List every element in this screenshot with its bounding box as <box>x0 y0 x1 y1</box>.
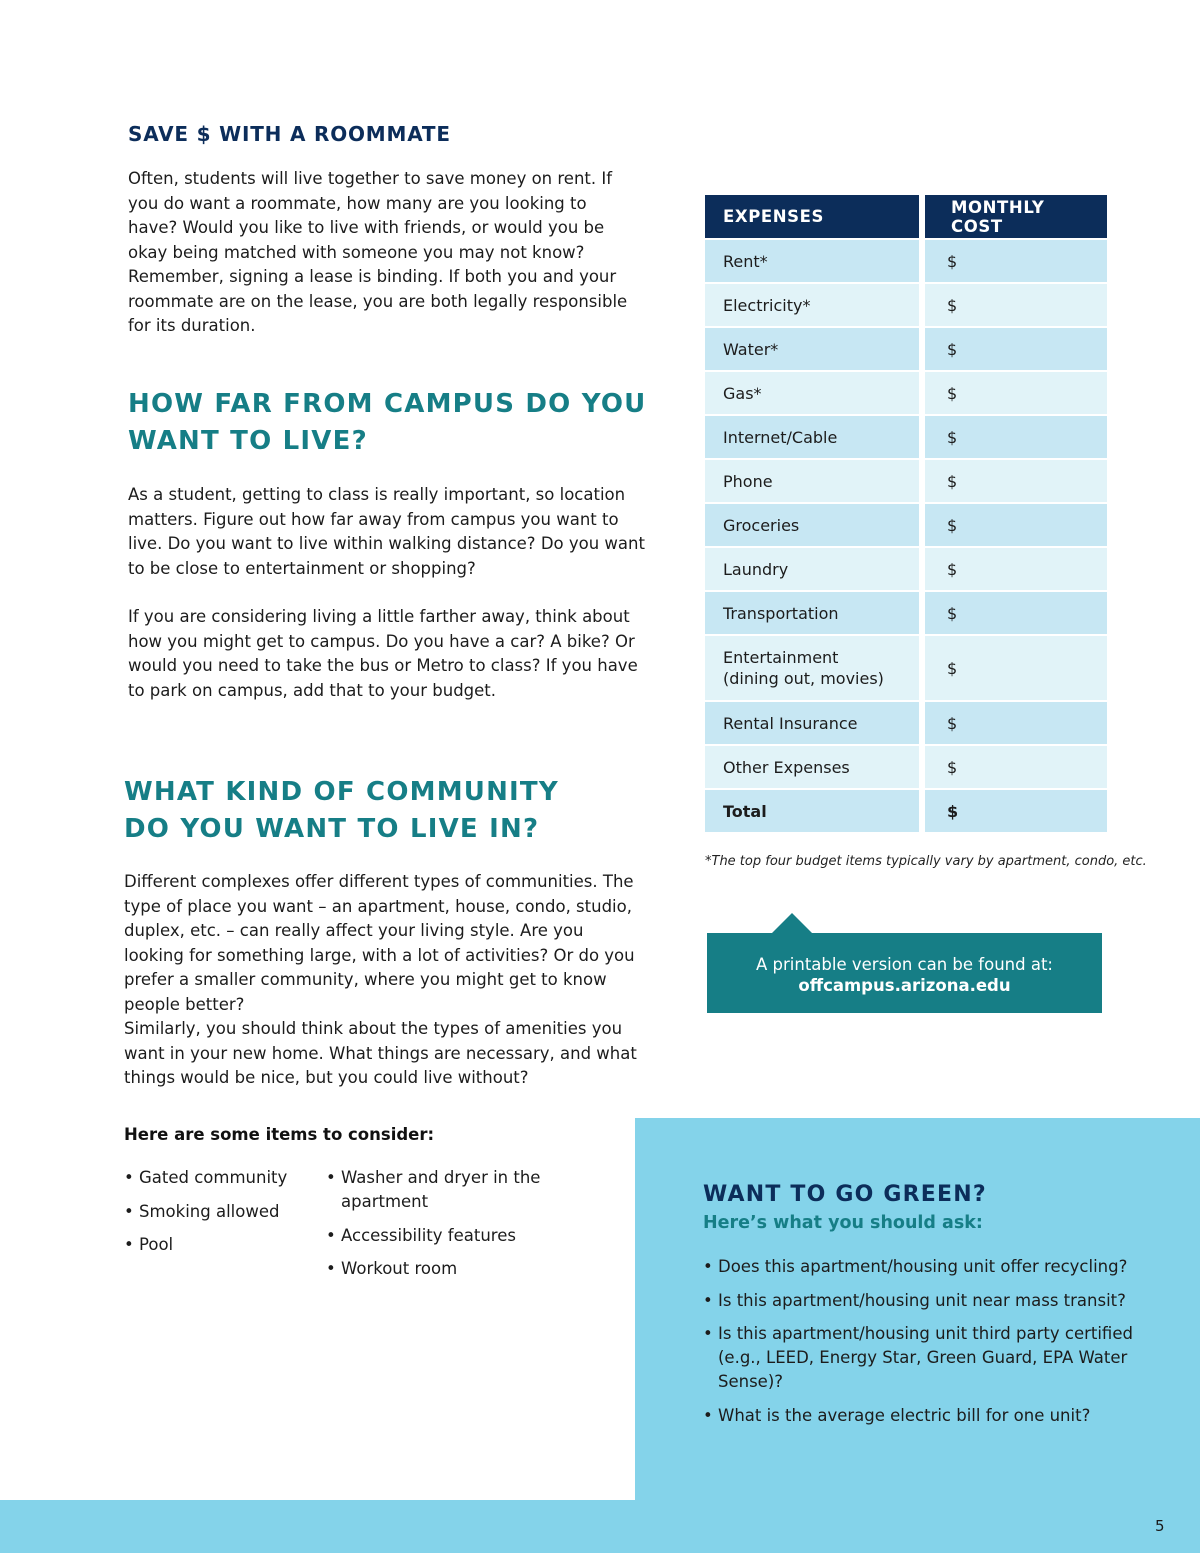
budget-table <box>699 195 1113 834</box>
green-questions-list <box>703 1255 1143 1428</box>
expense-label-line1: Entertainment <box>723 648 839 667</box>
distance-para1: As a student, getting to class is really important, so location matters. Figure out how far away from campus you want to live. Do you want to live within walking distance? Do you want to be close to entertainment or shopping? <box>128 485 645 578</box>
expense-cost: $ <box>925 746 1107 790</box>
page-number: 5 <box>1155 1517 1165 1535</box>
expense-cost: $ <box>925 284 1107 328</box>
community-para1: Different complexes offer different types of communities. The type of place you want – an apartment, house, condo, studio, duplex, etc. – can really affect your living style. Are you looking for something large, with a lot of activities? Or do you prefer a smaller community, where you might get to know people better? <box>124 872 635 1014</box>
list-item: • Does this apartment/housing unit offer recycling? <box>703 1255 1143 1279</box>
expense-label: Electricity* <box>705 284 919 328</box>
table-row <box>705 328 1107 372</box>
expense-label: Transportation <box>705 592 919 636</box>
expense-label: Rent* <box>705 240 919 284</box>
table-row <box>705 746 1107 790</box>
items-list-1 <box>124 1166 314 1257</box>
list-item: • Accessibility features <box>326 1224 626 1248</box>
list-item: • Washer and dryer in the apartment <box>326 1166 626 1214</box>
community-heading <box>124 774 644 848</box>
expense-cost: $ <box>925 416 1107 460</box>
total-label: Total <box>705 790 919 834</box>
expense-cost: $ <box>925 702 1107 746</box>
roommate-body: Often, students will live together to save money on rent. If you do want a roommate, how many are you looking to have? Would you like to live with friends, or would you be okay being matched with someone you may not know? Remember, signing a lease is binding. If both you and your roommate are on the lease, you are both legally responsible for its duration. <box>128 169 628 335</box>
list-item: • Is this apartment/housing unit third party certified (e.g., LEED, Energy Star, Green Guard, EPA Water Sense)? <box>703 1322 1143 1394</box>
expenses-column-header: EXPENSES <box>705 195 919 240</box>
expense-label-line2: (dining out, movies) <box>723 669 884 688</box>
expense-cost: $ <box>925 548 1107 592</box>
distance-heading-line1: HOW FAR FROM CAMPUS DO YOU <box>128 389 647 419</box>
expense-label: Rental Insurance <box>705 702 919 746</box>
expense-label: Groceries <box>705 504 919 548</box>
expense-label: Phone <box>705 460 919 504</box>
list-item: • Workout room <box>326 1257 626 1281</box>
list-item: • What is the average electric bill for one unit? <box>703 1404 1143 1428</box>
callout-pointer <box>771 913 813 934</box>
expense-label: Gas* <box>705 372 919 416</box>
table-row <box>705 284 1107 328</box>
expense-cost: $ <box>925 636 1107 702</box>
expense-cost: $ <box>925 592 1107 636</box>
list-item: • Smoking allowed <box>124 1200 314 1224</box>
table-row <box>705 372 1107 416</box>
printable-text: A printable version can be found at: <box>756 955 1053 974</box>
printable-link[interactable]: offcampus.arizona.edu <box>798 976 1011 995</box>
table-total-row <box>705 790 1107 834</box>
list-item: • Pool <box>124 1233 314 1257</box>
expense-label: Laundry <box>705 548 919 592</box>
distance-heading-line2: WANT TO LIVE? <box>128 426 368 456</box>
table-row <box>705 416 1107 460</box>
community-heading-line2: DO YOU WANT TO LIVE IN? <box>124 814 540 844</box>
items-list-2 <box>326 1166 626 1281</box>
list-item: • Is this apartment/housing unit near mass transit? <box>703 1289 1143 1313</box>
expense-label: Other Expenses <box>705 746 919 790</box>
roommate-heading: SAVE $ WITH A ROOMMATE <box>128 122 451 146</box>
expense-label: Internet/Cable <box>705 416 919 460</box>
expense-cost: $ <box>925 460 1107 504</box>
table-row <box>705 240 1107 284</box>
items-heading: Here are some items to consider: <box>124 1125 435 1144</box>
expense-cost: $ <box>925 328 1107 372</box>
table-header-row <box>705 195 1107 240</box>
table-row <box>705 592 1107 636</box>
community-heading-line1: WHAT KIND OF COMMUNITY <box>124 777 559 807</box>
expense-cost: $ <box>925 372 1107 416</box>
expense-label: Water* <box>705 328 919 372</box>
green-heading: WANT TO GO GREEN? <box>703 1182 987 1207</box>
expense-label <box>705 636 919 702</box>
monthly-cost-column-header: MONTHLY COST <box>925 195 1107 240</box>
table-row <box>705 702 1107 746</box>
expense-cost: $ <box>925 504 1107 548</box>
green-subheading: Here’s what you should ask: <box>703 1213 983 1233</box>
table-row <box>705 548 1107 592</box>
distance-heading <box>128 386 648 460</box>
total-cost: $ <box>925 790 1107 834</box>
table-row <box>705 636 1107 702</box>
footer-band <box>0 1500 1200 1553</box>
printable-callout <box>707 933 1102 1013</box>
table-footnote: *The top four budget items typically vary by apartment, condo, etc. <box>705 854 1147 869</box>
community-para2: Similarly, you should think about the types of amenities you want in your new home. What things are necessary, and what things would be nice, but you could live without? <box>124 1019 637 1087</box>
list-item: • Gated community <box>124 1166 314 1190</box>
expense-cost: $ <box>925 240 1107 284</box>
table-row <box>705 460 1107 504</box>
table-row <box>705 504 1107 548</box>
distance-para2: If you are considering living a little farther away, think about how you might get to campus. Do you have a car? A bike? Or would you need to take the bus or Metro to class? If you have to park on campus, add that to your budget. <box>128 607 638 700</box>
